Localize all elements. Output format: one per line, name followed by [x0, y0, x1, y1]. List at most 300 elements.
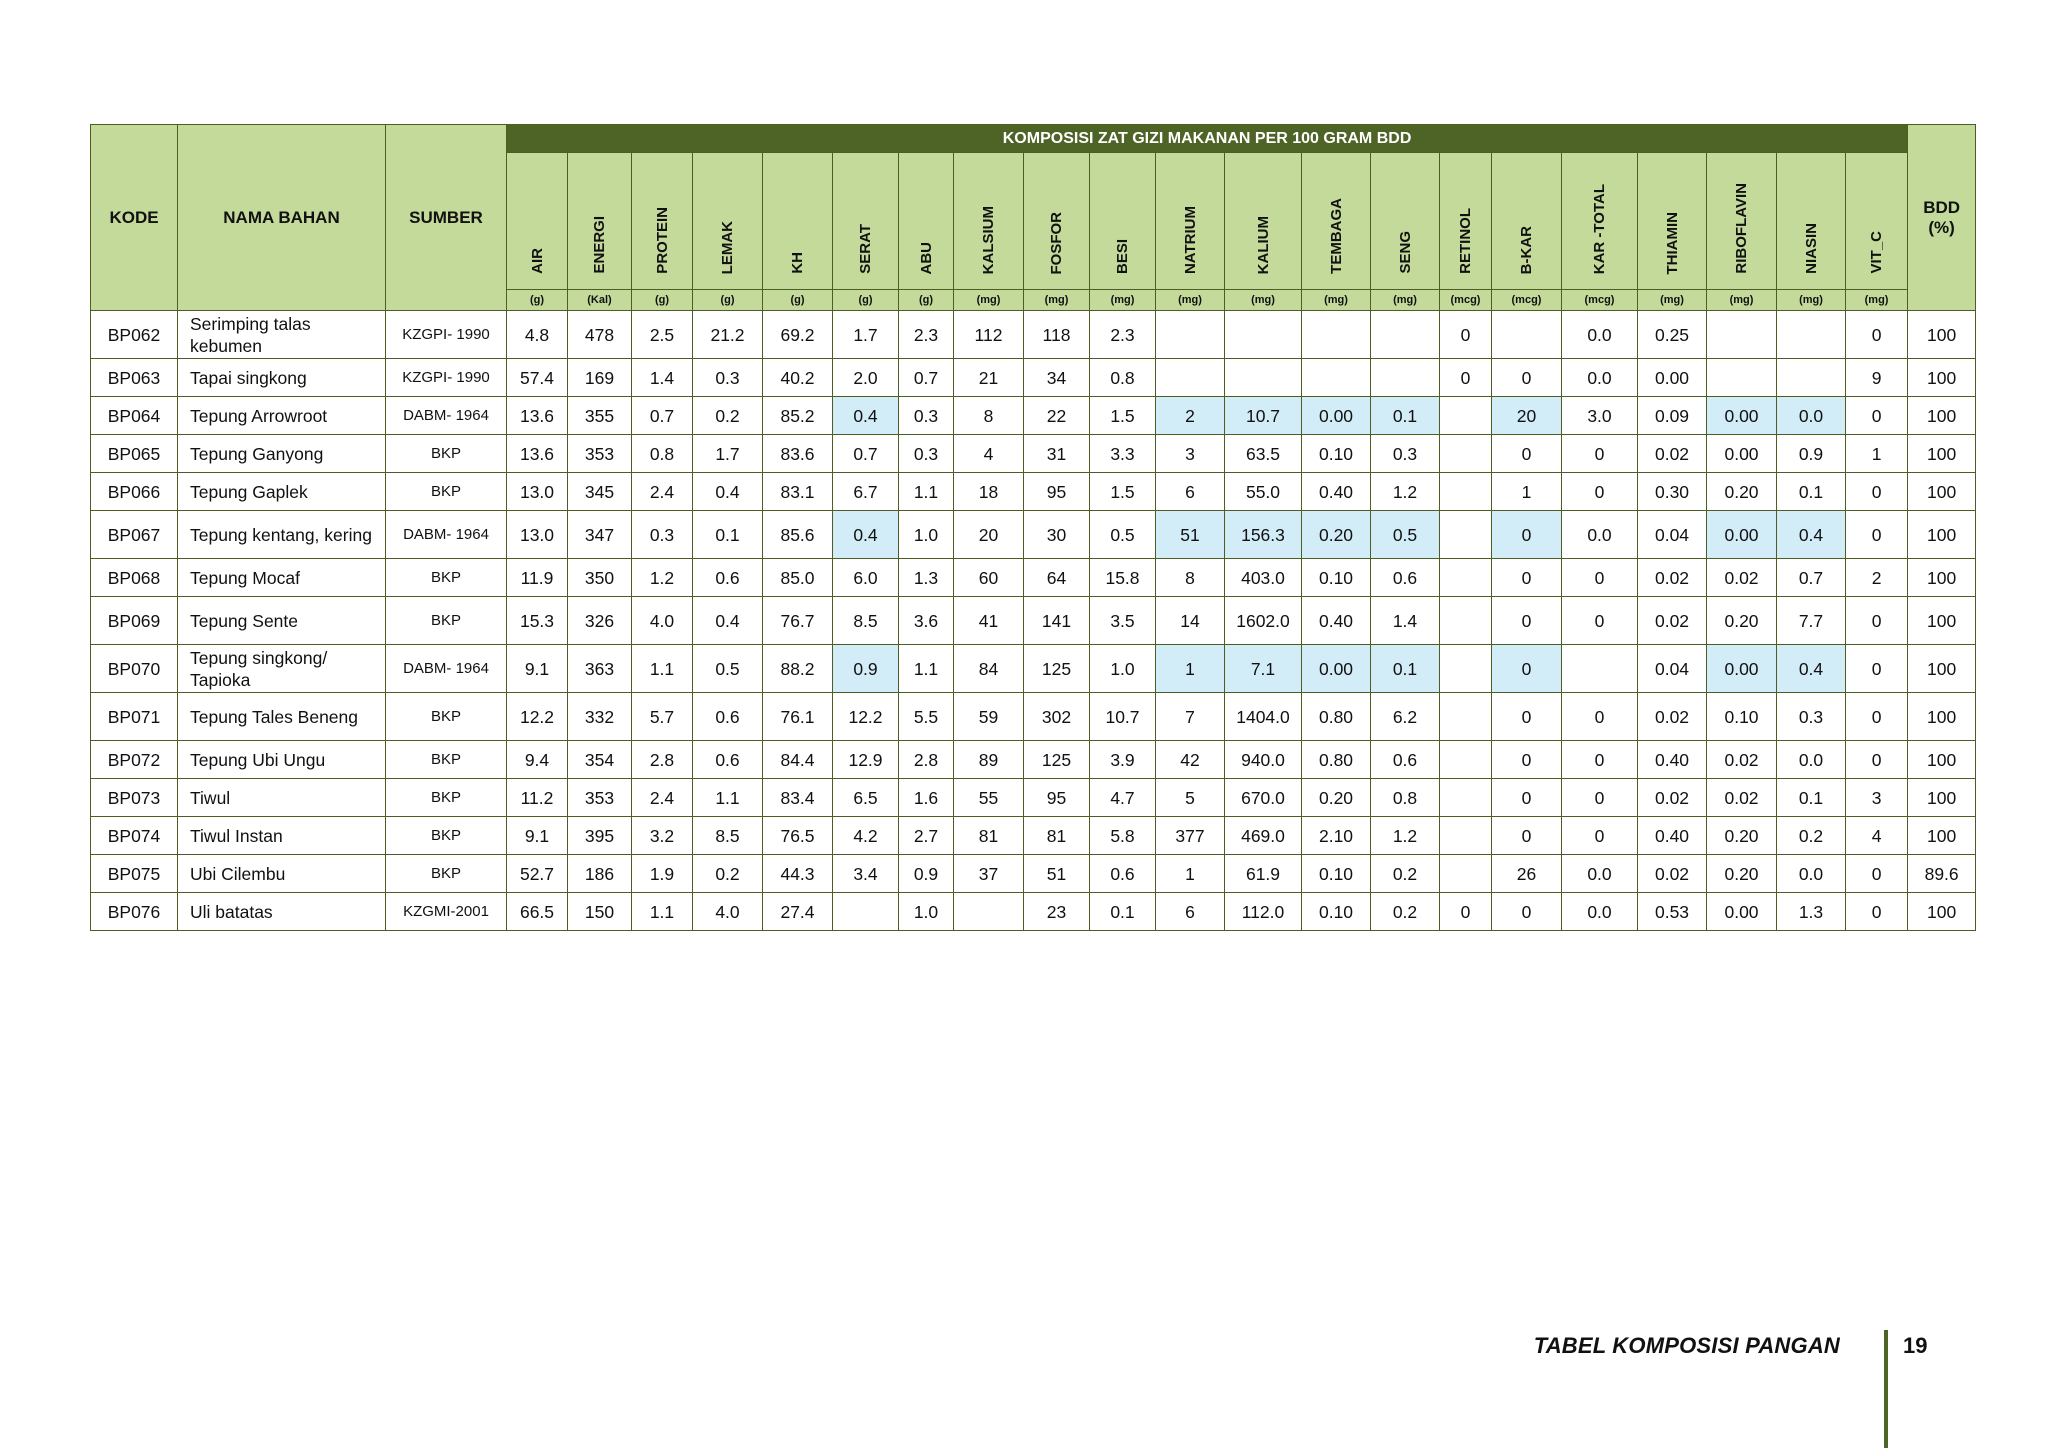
cell-value: 1 — [1156, 645, 1225, 693]
cell-value: 0 — [1492, 893, 1562, 931]
cell-value — [1302, 359, 1371, 397]
cell-value: 52.7 — [507, 855, 568, 893]
header-nutrient — [763, 153, 833, 290]
cell-kode: BP066 — [91, 473, 178, 511]
cell-value — [1440, 645, 1492, 693]
header-nutrient — [507, 153, 568, 290]
cell-kode: BP076 — [91, 893, 178, 931]
cell-value: 10.7 — [1225, 397, 1302, 435]
cell-bdd: 100 — [1908, 817, 1976, 855]
cell-value: 23 — [1024, 893, 1090, 931]
cell-value: 40.2 — [763, 359, 833, 397]
cell-value: 51 — [1024, 855, 1090, 893]
nutrient-name: FOSFOR — [1048, 211, 1065, 274]
header-kode: KODE — [91, 125, 178, 311]
cell-value: 1602.0 — [1225, 597, 1302, 645]
cell-value: 10.7 — [1090, 693, 1156, 741]
cell-value: 63.5 — [1225, 435, 1302, 473]
cell-value: 0.0 — [1777, 397, 1846, 435]
cell-value: 0.1 — [1090, 893, 1156, 931]
cell-value: 0.09 — [1638, 397, 1707, 435]
cell-value: 141 — [1024, 597, 1090, 645]
nutrient-name: SENG — [1396, 231, 1414, 274]
header-nutrient-unit: (mg) — [1371, 290, 1440, 311]
cell-nama-bahan: Tepung Arrowroot — [178, 397, 386, 435]
cell-nama-bahan: Tiwul — [178, 779, 386, 817]
cell-value — [1225, 359, 1302, 397]
cell-bdd: 100 — [1908, 559, 1976, 597]
cell-value: 4.2 — [833, 817, 899, 855]
table-row — [91, 473, 1976, 511]
cell-nama-bahan: Tepung Ubi Ungu — [178, 741, 386, 779]
cell-value — [1440, 855, 1492, 893]
cell-value: 4 — [1846, 817, 1908, 855]
header-bdd — [1908, 125, 1976, 311]
cell-value: 0.02 — [1638, 559, 1707, 597]
header-group-title: KOMPOSISI ZAT GIZI MAKANAN PER 100 GRAM BDD — [507, 125, 1908, 153]
cell-value: 0.0 — [1562, 893, 1638, 931]
cell-value: 4.0 — [693, 893, 763, 931]
nutrient-name: KAR -TOTAL — [1591, 183, 1608, 274]
cell-value: 0.2 — [1777, 817, 1846, 855]
cell-value: 83.6 — [763, 435, 833, 473]
cell-value — [1440, 397, 1492, 435]
cell-value: 31 — [1024, 435, 1090, 473]
cell-value: 169 — [568, 359, 632, 397]
cell-value: 6.5 — [833, 779, 899, 817]
page-number: 19 — [1903, 1333, 1928, 1358]
cell-value: 670.0 — [1225, 779, 1302, 817]
cell-value: 0 — [1846, 397, 1908, 435]
cell-nama-bahan: Tepung singkong/ Tapioka — [178, 645, 386, 693]
cell-value: 0.8 — [1090, 359, 1156, 397]
cell-value — [1440, 817, 1492, 855]
cell-bdd: 100 — [1908, 511, 1976, 559]
cell-value: 55 — [954, 779, 1024, 817]
table-row — [91, 855, 1976, 893]
cell-value — [1440, 779, 1492, 817]
header-nutrient — [1156, 153, 1225, 290]
cell-value: 0 — [1492, 511, 1562, 559]
cell-sumber: DABM- 1964 — [386, 511, 507, 559]
cell-bdd: 100 — [1908, 741, 1976, 779]
nutrient-name: TEMBAGA — [1327, 198, 1345, 274]
cell-value: 0.00 — [1302, 645, 1371, 693]
header-nutrient-unit: (mg) — [1638, 290, 1707, 311]
cell-value: 0.3 — [693, 359, 763, 397]
header-nutrient-unit: (mg) — [1707, 290, 1777, 311]
header-sumber: SUMBER — [386, 125, 507, 311]
cell-value: 478 — [568, 311, 632, 359]
cell-value: 1 — [1156, 855, 1225, 893]
cell-value: 1.6 — [899, 779, 954, 817]
cell-value — [1707, 359, 1777, 397]
cell-value — [1562, 645, 1638, 693]
cell-value: 3.2 — [632, 817, 693, 855]
cell-sumber: BKP — [386, 855, 507, 893]
cell-value: 0 — [1846, 855, 1908, 893]
cell-value — [1440, 511, 1492, 559]
cell-value: 1.0 — [1090, 645, 1156, 693]
cell-value: 0.02 — [1638, 855, 1707, 893]
cell-value: 0.02 — [1638, 779, 1707, 817]
cell-sumber: DABM- 1964 — [386, 397, 507, 435]
cell-nama-bahan: Tepung Gaplek — [178, 473, 386, 511]
cell-value: 84 — [954, 645, 1024, 693]
cell-value: 395 — [568, 817, 632, 855]
header-nutrient — [1024, 153, 1090, 290]
cell-value: 21.2 — [693, 311, 763, 359]
cell-value: 1.1 — [632, 645, 693, 693]
cell-value: 2.4 — [632, 779, 693, 817]
cell-value: 15.3 — [507, 597, 568, 645]
cell-value: 83.1 — [763, 473, 833, 511]
cell-value — [1777, 359, 1846, 397]
cell-bdd: 100 — [1908, 597, 1976, 645]
cell-kode: BP065 — [91, 435, 178, 473]
cell-value: 0 — [1492, 597, 1562, 645]
header-nutrient — [632, 153, 693, 290]
header-nutrient — [1707, 153, 1777, 290]
cell-value: 0 — [1440, 359, 1492, 397]
cell-value: 0.20 — [1707, 473, 1777, 511]
cell-value: 150 — [568, 893, 632, 931]
cell-value: 3.9 — [1090, 741, 1156, 779]
cell-bdd: 100 — [1908, 645, 1976, 693]
cell-value: 1.2 — [1371, 817, 1440, 855]
nutrient-name: KALIUM — [1254, 215, 1272, 274]
cell-value: 403.0 — [1225, 559, 1302, 597]
cell-value: 0.1 — [1371, 397, 1440, 435]
nutrient-name: PROTEIN — [653, 207, 671, 274]
cell-sumber: BKP — [386, 817, 507, 855]
cell-value: 0.30 — [1638, 473, 1707, 511]
cell-value: 22 — [1024, 397, 1090, 435]
cell-value: 0.40 — [1638, 817, 1707, 855]
cell-value: 0.00 — [1707, 435, 1777, 473]
cell-value — [1440, 435, 1492, 473]
cell-value: 0.2 — [1371, 893, 1440, 931]
cell-value: 125 — [1024, 645, 1090, 693]
cell-value: 0 — [1846, 311, 1908, 359]
cell-value: 44.3 — [763, 855, 833, 893]
cell-value: 0.6 — [1371, 559, 1440, 597]
table-row — [91, 893, 1976, 931]
cell-value: 9.1 — [507, 645, 568, 693]
cell-value: 0.00 — [1707, 511, 1777, 559]
nutrient-name: NIASIN — [1802, 223, 1820, 274]
cell-value: 30 — [1024, 511, 1090, 559]
nutrient-name: B-KAR — [1518, 225, 1535, 274]
cell-value: 2 — [1156, 397, 1225, 435]
cell-value: 6 — [1156, 473, 1225, 511]
cell-value: 0.4 — [1777, 511, 1846, 559]
cell-value: 55.0 — [1225, 473, 1302, 511]
cell-value: 1.1 — [632, 893, 693, 931]
cell-value: 2.3 — [1090, 311, 1156, 359]
cell-value: 0.00 — [1707, 645, 1777, 693]
cell-value: 0.1 — [1371, 645, 1440, 693]
cell-value: 85.2 — [763, 397, 833, 435]
nutrient-name: LEMAK — [719, 220, 736, 274]
cell-value: 76.7 — [763, 597, 833, 645]
cell-value: 14 — [1156, 597, 1225, 645]
cell-value — [1707, 311, 1777, 359]
cell-value: 1.9 — [632, 855, 693, 893]
header-nutrient — [1440, 153, 1492, 290]
cell-value: 0.1 — [1777, 473, 1846, 511]
cell-value: 125 — [1024, 741, 1090, 779]
cell-value: 2.5 — [632, 311, 693, 359]
cell-sumber: BKP — [386, 597, 507, 645]
cell-value: 18 — [954, 473, 1024, 511]
header-nutrient — [1302, 153, 1371, 290]
cell-value: 353 — [568, 779, 632, 817]
cell-value: 332 — [568, 693, 632, 741]
cell-value: 186 — [568, 855, 632, 893]
cell-value: 1.0 — [899, 511, 954, 559]
cell-value: 5.5 — [899, 693, 954, 741]
cell-value: 26 — [1492, 855, 1562, 893]
header-nutrient — [1371, 153, 1440, 290]
header-nutrient-unit: (mg) — [1846, 290, 1908, 311]
cell-kode: BP070 — [91, 645, 178, 693]
cell-value: 85.6 — [763, 511, 833, 559]
cell-value: 350 — [568, 559, 632, 597]
cell-value: 1.5 — [1090, 473, 1156, 511]
header-nutrient-unit: (g) — [763, 290, 833, 311]
header-nutrient-unit: (g) — [507, 290, 568, 311]
cell-value: 0.9 — [833, 645, 899, 693]
cell-value: 0.02 — [1707, 741, 1777, 779]
nutrition-composition-table — [90, 124, 1976, 931]
cell-value: 0.80 — [1302, 741, 1371, 779]
cell-sumber: BKP — [386, 741, 507, 779]
cell-value — [1371, 311, 1440, 359]
footer-divider — [1884, 1330, 1888, 1448]
cell-value: 3.6 — [899, 597, 954, 645]
header-bdd-label: BDD — [1923, 197, 1961, 217]
cell-sumber: KZGPI- 1990 — [386, 359, 507, 397]
cell-value: 89 — [954, 741, 1024, 779]
cell-value: 0 — [1846, 511, 1908, 559]
table-row — [91, 311, 1976, 359]
cell-value: 0.5 — [1090, 511, 1156, 559]
cell-value: 0.0 — [1562, 855, 1638, 893]
header-nutrient — [954, 153, 1024, 290]
cell-kode: BP073 — [91, 779, 178, 817]
cell-value: 51 — [1156, 511, 1225, 559]
cell-value: 0 — [1492, 359, 1562, 397]
nutrient-name: BESI — [1114, 238, 1131, 274]
cell-value: 1.4 — [632, 359, 693, 397]
cell-value: 0.04 — [1638, 645, 1707, 693]
table-row — [91, 693, 1976, 741]
header-nutrient — [1225, 153, 1302, 290]
cell-value: 0.25 — [1638, 311, 1707, 359]
cell-value: 0.10 — [1302, 559, 1371, 597]
cell-value: 0.02 — [1638, 597, 1707, 645]
header-nutrient-unit: (mg) — [1302, 290, 1371, 311]
cell-value: 469.0 — [1225, 817, 1302, 855]
cell-value: 81 — [1024, 817, 1090, 855]
cell-value: 3.3 — [1090, 435, 1156, 473]
cell-nama-bahan: Tepung Mocaf — [178, 559, 386, 597]
cell-value: 0 — [1492, 779, 1562, 817]
cell-value: 0.3 — [1777, 693, 1846, 741]
nutrient-name: VIT_C — [1868, 231, 1886, 274]
cell-value: 11.2 — [507, 779, 568, 817]
cell-value: 59 — [954, 693, 1024, 741]
cell-value: 0.3 — [1371, 435, 1440, 473]
cell-nama-bahan: Tepung Ganyong — [178, 435, 386, 473]
cell-value: 9 — [1846, 359, 1908, 397]
cell-value: 112.0 — [1225, 893, 1302, 931]
header-nutrient-unit: (mg) — [1225, 290, 1302, 311]
cell-value: 0 — [1492, 741, 1562, 779]
cell-value: 0.7 — [632, 397, 693, 435]
cell-value: 0.00 — [1638, 359, 1707, 397]
cell-value: 3 — [1846, 779, 1908, 817]
header-nutrient-unit: (mcg) — [1492, 290, 1562, 311]
cell-value: 0.02 — [1638, 693, 1707, 741]
cell-value: 5.8 — [1090, 817, 1156, 855]
cell-value: 2.4 — [632, 473, 693, 511]
cell-value: 13.6 — [507, 397, 568, 435]
cell-value: 0 — [1562, 817, 1638, 855]
cell-value: 1.1 — [899, 645, 954, 693]
cell-value: 0.10 — [1707, 693, 1777, 741]
cell-value: 0.10 — [1302, 855, 1371, 893]
table-row — [91, 397, 1976, 435]
cell-value: 0.6 — [1371, 741, 1440, 779]
cell-value: 0.6 — [1090, 855, 1156, 893]
cell-value: 13.0 — [507, 511, 568, 559]
cell-value: 2.3 — [899, 311, 954, 359]
header-nutrient-unit: (mg) — [1156, 290, 1225, 311]
table-row — [91, 597, 1976, 645]
cell-value: 69.2 — [763, 311, 833, 359]
cell-value: 85.0 — [763, 559, 833, 597]
cell-value: 9.1 — [507, 817, 568, 855]
header-nutrient-unit: (g) — [693, 290, 763, 311]
cell-value: 13.6 — [507, 435, 568, 473]
cell-value: 5 — [1156, 779, 1225, 817]
cell-value: 0.3 — [899, 435, 954, 473]
cell-value — [1440, 693, 1492, 741]
cell-value: 95 — [1024, 473, 1090, 511]
cell-value — [1492, 311, 1562, 359]
cell-value: 0.20 — [1302, 511, 1371, 559]
cell-value: 0.7 — [833, 435, 899, 473]
cell-kode: BP067 — [91, 511, 178, 559]
header-nutrient — [1562, 153, 1638, 290]
cell-value: 0.2 — [693, 855, 763, 893]
cell-value: 0 — [1492, 559, 1562, 597]
cell-value: 302 — [1024, 693, 1090, 741]
cell-value: 84.4 — [763, 741, 833, 779]
cell-nama-bahan: Tapai singkong — [178, 359, 386, 397]
cell-value: 20 — [954, 511, 1024, 559]
cell-value: 0.20 — [1302, 779, 1371, 817]
cell-value: 0 — [1440, 311, 1492, 359]
header-nutrient — [833, 153, 899, 290]
cell-sumber: KZGPI- 1990 — [386, 311, 507, 359]
header-nutrient-unit: (mg) — [954, 290, 1024, 311]
cell-value: 0 — [1562, 693, 1638, 741]
table-row — [91, 645, 1976, 693]
cell-value: 0.4 — [693, 473, 763, 511]
cell-value: 0.04 — [1638, 511, 1707, 559]
cell-value: 0.0 — [1777, 855, 1846, 893]
table-row — [91, 817, 1976, 855]
cell-nama-bahan: Tepung kentang, kering — [178, 511, 386, 559]
cell-value — [954, 893, 1024, 931]
cell-value: 2.0 — [833, 359, 899, 397]
cell-value: 0.4 — [1777, 645, 1846, 693]
cell-value: 345 — [568, 473, 632, 511]
cell-value: 2.7 — [899, 817, 954, 855]
cell-value: 326 — [568, 597, 632, 645]
cell-value: 2 — [1846, 559, 1908, 597]
cell-value: 0.20 — [1707, 855, 1777, 893]
cell-value: 0 — [1492, 435, 1562, 473]
cell-nama-bahan: Ubi Cilembu — [178, 855, 386, 893]
header-nutrient-unit: (g) — [632, 290, 693, 311]
cell-value: 0.40 — [1302, 473, 1371, 511]
cell-value: 0.4 — [833, 397, 899, 435]
cell-sumber: BKP — [386, 693, 507, 741]
cell-value: 0 — [1562, 559, 1638, 597]
cell-value: 64 — [1024, 559, 1090, 597]
cell-value: 20 — [1492, 397, 1562, 435]
cell-value: 156.3 — [1225, 511, 1302, 559]
cell-value: 57.4 — [507, 359, 568, 397]
nutrient-name: KH — [789, 252, 806, 274]
cell-bdd: 100 — [1908, 473, 1976, 511]
cell-value: 88.2 — [763, 645, 833, 693]
cell-value — [833, 893, 899, 931]
cell-value: 0 — [1846, 645, 1908, 693]
cell-kode: BP071 — [91, 693, 178, 741]
nutrient-name: RETINOL — [1457, 208, 1474, 274]
table-row — [91, 741, 1976, 779]
cell-value: 1 — [1846, 435, 1908, 473]
cell-value: 0.20 — [1707, 817, 1777, 855]
cell-value — [1156, 359, 1225, 397]
nutrient-name: SERAT — [857, 224, 874, 274]
cell-value: 27.4 — [763, 893, 833, 931]
cell-value: 0.5 — [1371, 511, 1440, 559]
header-nama-bahan: NAMA BAHAN — [178, 125, 386, 311]
cell-value — [1777, 311, 1846, 359]
cell-value: 1.2 — [1371, 473, 1440, 511]
cell-value: 3.5 — [1090, 597, 1156, 645]
cell-value: 6.7 — [833, 473, 899, 511]
header-nutrient-unit: (mg) — [1090, 290, 1156, 311]
cell-value: 0.02 — [1707, 559, 1777, 597]
cell-value: 0.2 — [1371, 855, 1440, 893]
cell-value: 15.8 — [1090, 559, 1156, 597]
cell-value: 0.3 — [632, 511, 693, 559]
cell-value: 0 — [1846, 741, 1908, 779]
nutrient-name: NATRIUM — [1181, 205, 1199, 274]
cell-value: 0 — [1492, 817, 1562, 855]
cell-value: 60 — [954, 559, 1024, 597]
cell-value: 0.5 — [693, 645, 763, 693]
cell-kode: BP062 — [91, 311, 178, 359]
cell-value: 0 — [1846, 597, 1908, 645]
